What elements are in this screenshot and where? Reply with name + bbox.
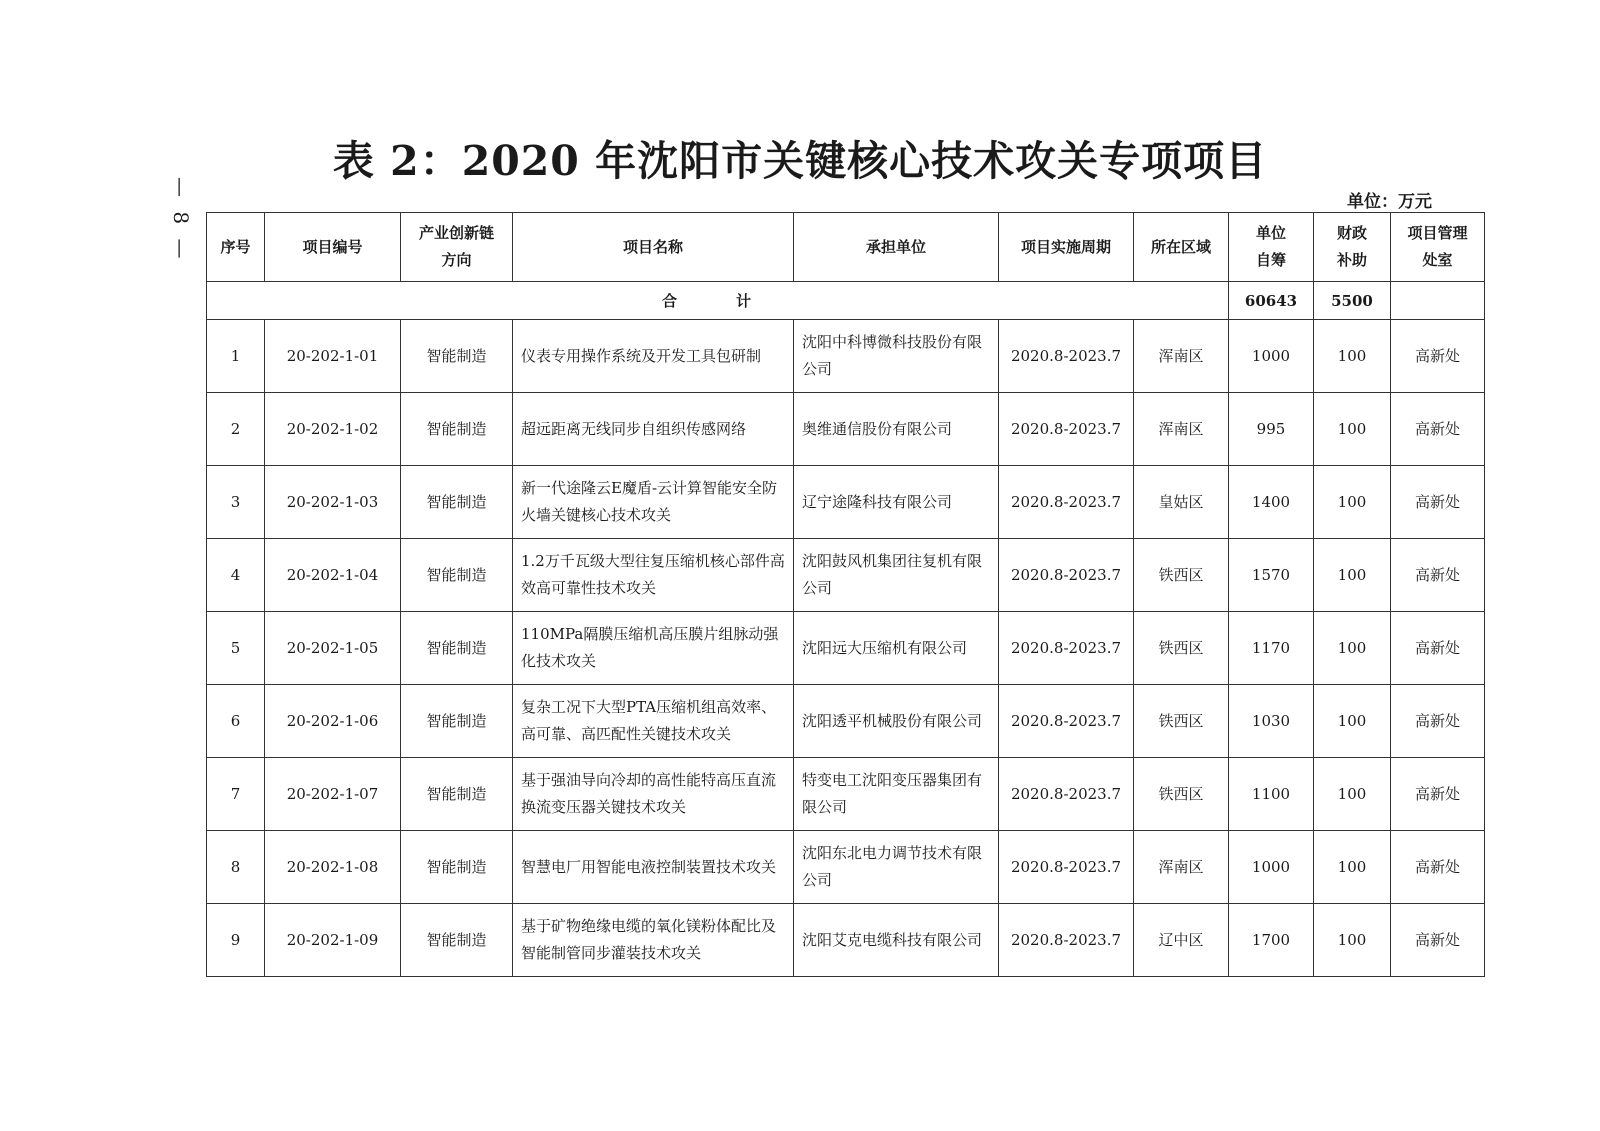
cell-code: 20-202-1-07 [265, 758, 401, 831]
cell-dept: 高新处 [1391, 685, 1485, 758]
header-name: 项目名称 [513, 213, 794, 282]
cell-code: 20-202-1-06 [265, 685, 401, 758]
header-subsidy-line2: 补助 [1336, 251, 1367, 269]
cell-region: 浑南区 [1134, 320, 1229, 393]
total-label: 合 计 [661, 292, 773, 310]
cell-period: 2020.8-2023.7 [999, 831, 1134, 904]
cell-seq: 7 [207, 758, 265, 831]
table-row [207, 904, 1485, 977]
cell-name: 超远距离无线同步自组织传感网络 [513, 393, 794, 466]
table-row [207, 758, 1485, 831]
total-subsidy: 5500 [1314, 282, 1391, 320]
header-dept-line2: 处室 [1422, 251, 1453, 269]
cell-code: 20-202-1-02 [265, 393, 401, 466]
cell-seq: 6 [207, 685, 265, 758]
cell-name: 110MPa隔膜压缩机高压膜片组脉动强化技术攻关 [513, 612, 794, 685]
cell-period: 2020.8-2023.7 [999, 539, 1134, 612]
header-subsidy [1314, 213, 1391, 282]
cell-self-funded: 1030 [1229, 685, 1314, 758]
unit-note: 单位：万元 [1347, 192, 1432, 212]
cell-period: 2020.8-2023.7 [999, 466, 1134, 539]
cell-period: 2020.8-2023.7 [999, 320, 1134, 393]
cell-period: 2020.8-2023.7 [999, 758, 1134, 831]
cell-region: 皇姑区 [1134, 466, 1229, 539]
table-row [207, 612, 1485, 685]
header-dept [1391, 213, 1485, 282]
header-unit: 承担单位 [794, 213, 999, 282]
cell-region: 铁西区 [1134, 612, 1229, 685]
cell-seq: 2 [207, 393, 265, 466]
cell-dept: 高新处 [1391, 320, 1485, 393]
header-seq: 序号 [207, 213, 265, 282]
cell-subsidy: 100 [1314, 904, 1391, 977]
cell-period: 2020.8-2023.7 [999, 393, 1134, 466]
cell-subsidy: 100 [1314, 685, 1391, 758]
total-dept-empty [1391, 282, 1485, 320]
cell-name: 智慧电厂用智能电液控制装置技术攻关 [513, 831, 794, 904]
cell-chain: 智能制造 [401, 320, 513, 393]
cell-name: 复杂工况下大型PTA压缩机组高效率、高可靠、高匹配性关键技术攻关 [513, 685, 794, 758]
total-label-cell [207, 282, 1229, 320]
cell-code: 20-202-1-09 [265, 904, 401, 977]
cell-unit: 奥维通信股份有限公司 [794, 393, 999, 466]
cell-dept: 高新处 [1391, 539, 1485, 612]
cell-period: 2020.8-2023.7 [999, 904, 1134, 977]
cell-self-funded: 995 [1229, 393, 1314, 466]
cell-dept: 高新处 [1391, 904, 1485, 977]
total-self-funded: 60643 [1229, 282, 1314, 320]
cell-unit: 特变电工沈阳变压器集团有限公司 [794, 758, 999, 831]
cell-self-funded: 1570 [1229, 539, 1314, 612]
cell-dept: 高新处 [1391, 612, 1485, 685]
cell-unit: 辽宁途隆科技有限公司 [794, 466, 999, 539]
header-subsidy-line1: 财政 [1336, 224, 1367, 242]
cell-subsidy: 100 [1314, 466, 1391, 539]
cell-self-funded: 1170 [1229, 612, 1314, 685]
cell-chain: 智能制造 [401, 904, 513, 977]
projects-table [206, 212, 1485, 977]
cell-self-funded: 1000 [1229, 320, 1314, 393]
table-row [207, 831, 1485, 904]
cell-region: 铁西区 [1134, 685, 1229, 758]
cell-subsidy: 100 [1314, 758, 1391, 831]
header-code: 项目编号 [265, 213, 401, 282]
table-row [207, 539, 1485, 612]
cell-dept: 高新处 [1391, 466, 1485, 539]
header-chain-line1: 产业创新链 [418, 224, 494, 242]
cell-name: 基于矿物绝缘电缆的氧化镁粉体配比及智能制管同步灌装技术攻关 [513, 904, 794, 977]
cell-code: 20-202-1-05 [265, 612, 401, 685]
cell-unit: 沈阳东北电力调节技术有限公司 [794, 831, 999, 904]
table-row [207, 466, 1485, 539]
cell-chain: 智能制造 [401, 831, 513, 904]
cell-seq: 4 [207, 539, 265, 612]
cell-name: 基于强油导向冷却的高性能特高压直流换流变压器关键技术攻关 [513, 758, 794, 831]
cell-name: 新一代途隆云E魔盾-云计算智能安全防火墙关键核心技术攻关 [513, 466, 794, 539]
cell-dept: 高新处 [1391, 393, 1485, 466]
cell-code: 20-202-1-04 [265, 539, 401, 612]
cell-region: 铁西区 [1134, 539, 1229, 612]
cell-chain: 智能制造 [401, 393, 513, 466]
cell-seq: 3 [207, 466, 265, 539]
cell-self-funded: 1100 [1229, 758, 1314, 831]
header-self-line2: 自筹 [1255, 251, 1286, 269]
table-row [207, 685, 1485, 758]
cell-seq: 9 [207, 904, 265, 977]
cell-region: 浑南区 [1134, 831, 1229, 904]
cell-dept: 高新处 [1391, 758, 1485, 831]
cell-unit: 沈阳中科博微科技股份有限公司 [794, 320, 999, 393]
page-title: 表 2：2020 年沈阳市关键核心技术攻关专项项目 [332, 137, 1268, 185]
cell-period: 2020.8-2023.7 [999, 685, 1134, 758]
cell-subsidy: 100 [1314, 831, 1391, 904]
table-row [207, 320, 1485, 393]
cell-period: 2020.8-2023.7 [999, 612, 1134, 685]
cell-subsidy: 100 [1314, 612, 1391, 685]
cell-chain: 智能制造 [401, 758, 513, 831]
header-chain-line2: 方向 [441, 251, 472, 269]
cell-dept: 高新处 [1391, 831, 1485, 904]
cell-region: 辽中区 [1134, 904, 1229, 977]
page-number-text: — 8 — [169, 177, 193, 263]
cell-code: 20-202-1-08 [265, 831, 401, 904]
cell-name: 仪表专用操作系统及开发工具包研制 [513, 320, 794, 393]
cell-subsidy: 100 [1314, 393, 1391, 466]
cell-unit: 沈阳鼓风机集团往复机有限公司 [794, 539, 999, 612]
cell-region: 铁西区 [1134, 758, 1229, 831]
cell-region: 浑南区 [1134, 393, 1229, 466]
cell-unit: 沈阳艾克电缆科技有限公司 [794, 904, 999, 977]
cell-code: 20-202-1-01 [265, 320, 401, 393]
cell-chain: 智能制造 [401, 612, 513, 685]
header-region: 所在区域 [1134, 213, 1229, 282]
cell-seq: 1 [207, 320, 265, 393]
total-row [207, 282, 1485, 320]
table-header-row [207, 213, 1485, 282]
cell-code: 20-202-1-03 [265, 466, 401, 539]
cell-name: 1.2万千瓦级大型往复压缩机核心部件高效高可靠性技术攻关 [513, 539, 794, 612]
cell-self-funded: 1000 [1229, 831, 1314, 904]
cell-subsidy: 100 [1314, 320, 1391, 393]
cell-unit: 沈阳远大压缩机有限公司 [794, 612, 999, 685]
cell-self-funded: 1700 [1229, 904, 1314, 977]
header-dept-line1: 项目管理 [1407, 224, 1468, 242]
table-row [207, 393, 1485, 466]
header-chain [401, 213, 513, 282]
cell-self-funded: 1400 [1229, 466, 1314, 539]
cell-seq: 8 [207, 831, 265, 904]
cell-seq: 5 [207, 612, 265, 685]
cell-subsidy: 100 [1314, 539, 1391, 612]
cell-chain: 智能制造 [401, 685, 513, 758]
header-self-line1: 单位 [1255, 224, 1286, 242]
header-period: 项目实施周期 [999, 213, 1134, 282]
cell-chain: 智能制造 [401, 539, 513, 612]
header-self-funded [1229, 213, 1314, 282]
cell-unit: 沈阳透平机械股份有限公司 [794, 685, 999, 758]
cell-chain: 智能制造 [401, 466, 513, 539]
